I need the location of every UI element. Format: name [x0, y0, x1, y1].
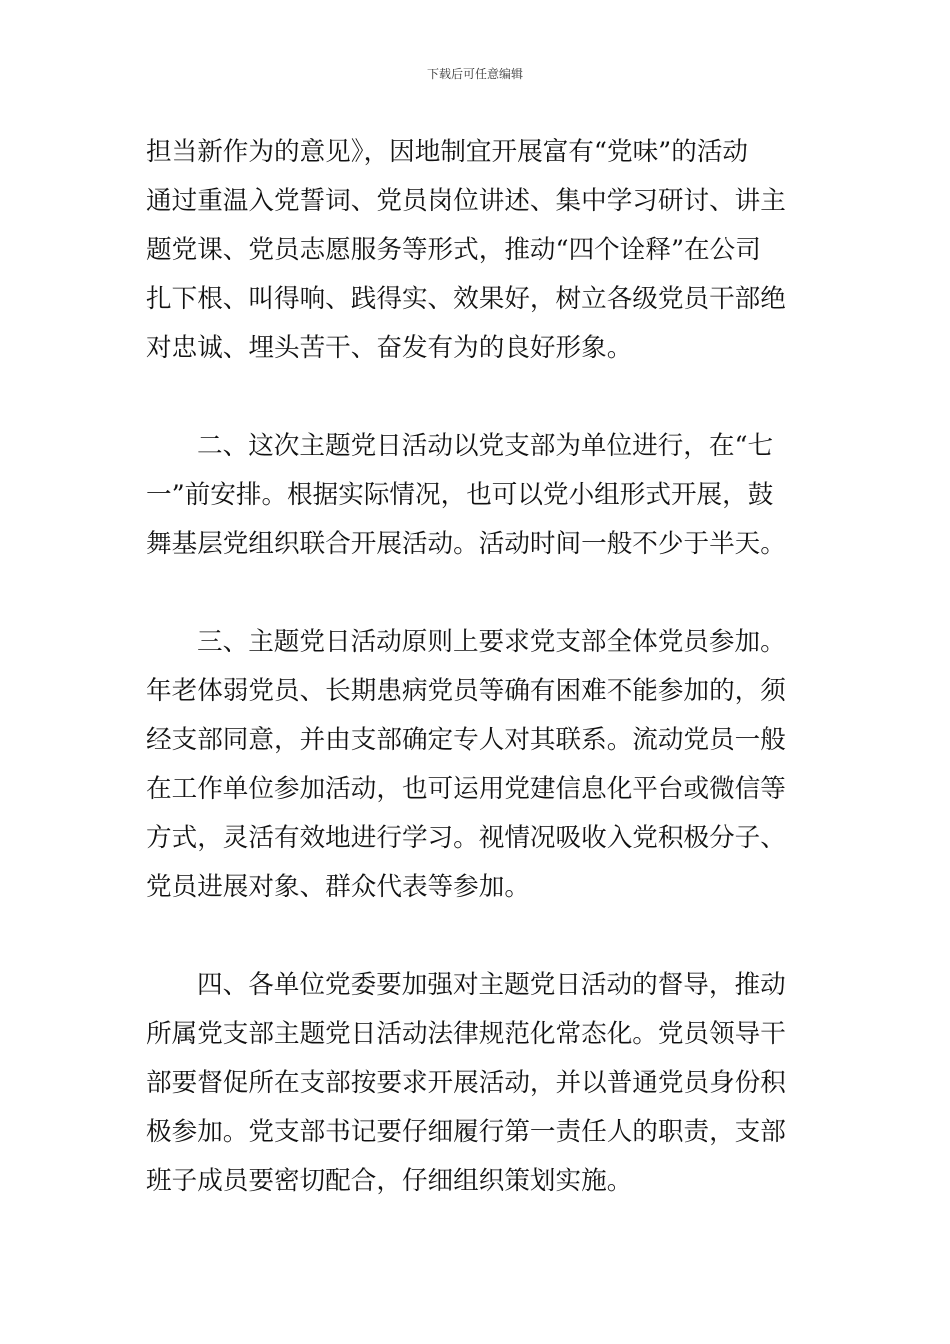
text-line: 对忠诚、埋头苦干、奋发有为的良好形象。 [146, 333, 633, 363]
paragraph-continuation [146, 128, 810, 373]
text-line: 一”前安排。根据实际情况，也可以党小组形式开展，鼓 [146, 480, 774, 510]
text-line: 年老体弱党员、长期患病党员等确有困难不能参加的，须 [146, 676, 786, 706]
text-line: 在工作单位参加活动，也可运用党建信息化平台或微信等 [146, 774, 786, 804]
paragraph-section-3 [146, 618, 810, 912]
text-line: 经支部同意，并由支部确定专人对其联系。流动党员一般 [146, 725, 786, 755]
text-line: 舞基层党组织联合开展活动。活动时间一般不少于半天。 [146, 529, 786, 559]
text-line: 题党课、党员志愿服务等形式，推动“四个诠释”在公司 [146, 235, 761, 265]
text-line: 班子成员要密切配合，仔细组织策划实施。 [146, 1166, 633, 1196]
text-line: 二、这次主题党日活动以党支部为单位进行，在“七 [197, 431, 774, 461]
text-line: 通过重温入党誓词、党员岗位讲述、集中学习研讨、讲主 [146, 186, 786, 216]
page-header: 下载后可任意编辑 [426, 67, 523, 81]
document-body [146, 128, 810, 1255]
text-line: 扎下根、叫得响、践得实、效果好，树立各级党员干部绝 [146, 284, 786, 314]
text-line: 所属党支部主题党日活动法律规范化常态化。党员领导干 [146, 1019, 786, 1049]
text-line: 极参加。党支部书记要仔细履行第一责任人的职责，支部 [146, 1117, 786, 1147]
paragraph-section-4 [146, 961, 810, 1206]
text-line: 三、主题党日活动原则上要求党支部全体党员参加。 [197, 627, 786, 657]
paragraph-section-2 [146, 422, 810, 569]
text-line: 党员进展对象、群众代表等参加。 [146, 872, 530, 902]
text-line: 四、各单位党委要加强对主题党日活动的督导，推动 [197, 970, 786, 1000]
text-line: 部要督促所在支部按要求开展活动，并以普通党员身份积 [146, 1068, 786, 1098]
text-line: 方式，灵活有效地进行学习。视情况吸收入党积极分子、 [146, 823, 786, 853]
text-line: 担当新作为的意见》，因地制宜开展富有“党味”的活动 [146, 137, 749, 167]
